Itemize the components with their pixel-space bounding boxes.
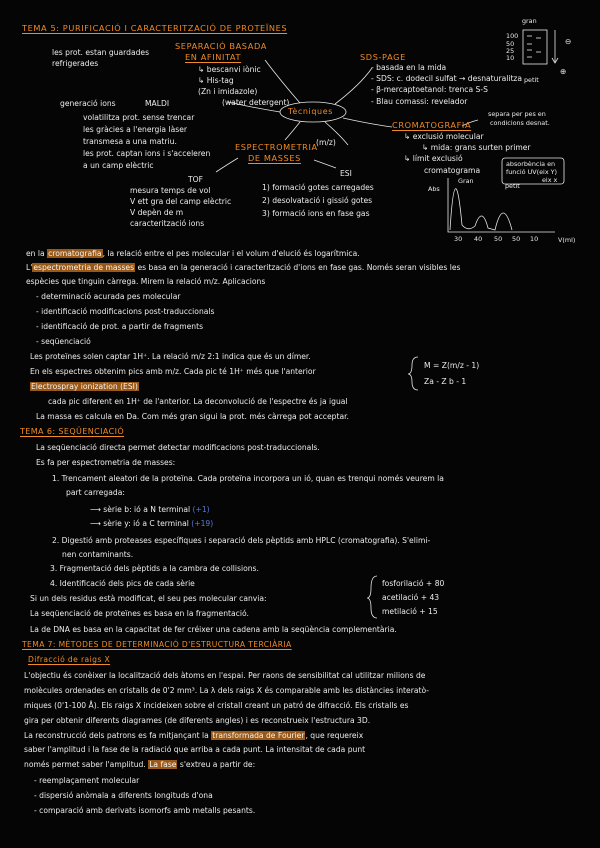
paragraph-fragmentacio: La seqüenciació de proteïnes es basa en la fragmentació. (30, 609, 249, 618)
box-note-3: eix x (542, 176, 558, 184)
paragraph-especies: espècies que tinguin càrrega. Mirem la relació m/z. Aplicacions (26, 277, 266, 286)
chromatogram-tick-3: 50 (494, 235, 503, 243)
tof-item-2: V ett gra del camp elèctric (130, 197, 232, 206)
esi-item-3: 3) formació ions en fase gas (262, 209, 370, 218)
step2-line2: nen contaminants. (62, 550, 134, 559)
espectrometria-mz: (m/z) (316, 138, 336, 147)
cromatografia-item-4: cromatograma (424, 166, 481, 175)
cromatografia-side-1: separa per pes en (488, 110, 546, 118)
paragraph-dna: La de DNA es basa en la capacitat de fer créixer una cadena amb la seqüència complementària. (30, 625, 397, 634)
step2-line1: 2. Digestió amb proteases específiques i separació dels pèptids amb HPLC (cromatografia). S'elimi- (52, 536, 431, 545)
bullet-2: - identificació modificacions post-traduccionals (36, 307, 215, 316)
tema7-bullet-1: - reemplaçament molecular (34, 776, 140, 785)
esi-highlight: Electrospray ionization (ESI) (31, 382, 138, 391)
chromatogram-petit: petit (505, 182, 520, 190)
gel-tick-4: 10 (506, 54, 515, 62)
serie-y: ⟶ sèrie y: ió a C terminal (+19) (90, 519, 214, 528)
cromatografia-item-1: ↳ exclusió molecular (404, 132, 484, 141)
esi-label: ESI (340, 169, 352, 178)
maldi-item-3: transmesa a una matriu. (83, 137, 177, 146)
box-note-1: absorbència en (506, 160, 556, 168)
bullet-4: - seqüenciació (36, 337, 91, 346)
maldi-label: MALDI (145, 99, 170, 108)
sds-item-1: - basada en la mida (371, 63, 447, 72)
gel-gran: gran (522, 17, 537, 25)
tema7-subtitle: Difracció de raigs X (28, 655, 111, 664)
sds-item-4: - Blau comassi: revelador (371, 97, 468, 106)
chromatogram-xlabel: V(ml) (558, 236, 576, 244)
tof-item-1: mesura temps de vol (130, 186, 211, 195)
chromatogram-ylabel: Abs (428, 185, 440, 193)
maldi-generacio: generació ions (60, 99, 116, 108)
gel-tick-1: 100 (506, 32, 519, 40)
espectrometria-title-1: ESPECTROMETRIA (235, 142, 318, 152)
paragraph-pics: En els espectres obtenim pics amb m/z. Cada pic té 1H⁺ més que l'anterior (30, 367, 316, 376)
gel-plus: ⊕ (560, 67, 567, 76)
tema7-line-3: miques (0'1-100 Å). Els raigs X incideixen sobre el cristall creant un patró de difracció. Els cristalls es (24, 701, 409, 710)
separacio-title-2: EN AFINITAT (185, 52, 242, 62)
mod-fosforilacio: fosforilació + 80 (382, 579, 445, 588)
separacio-item-3: (Zn i imidazole) (198, 87, 258, 96)
tof-item-4: caracterització ions (130, 219, 205, 228)
gel-minus: ⊖ (565, 37, 572, 46)
cromatografia-title: CROMATOGRAFIA (392, 120, 472, 130)
paragraph-deconvolucio: cada pic diferent en 1H⁺ de l'anterior. La deconvolució de l'espectre és ja igual (48, 397, 348, 406)
espectrometria-title-2: DE MASSES (248, 153, 301, 163)
tema7-title: TEMA 7: MÈTODES DE DETERMINACIÓ D'ESTRUCTURA TERCIÀRIA (22, 640, 292, 649)
paragraph-espectrometria: L'espectrometria de masses es basa en la generació i caracterització d'ions en fase gas. Només seran visibles les (26, 263, 461, 272)
cromatografia-item-3: ↳ límit exclusió (404, 154, 463, 163)
gel-tick-3: 25 (506, 47, 515, 55)
box-note-2: funció UV(eix Y) (506, 168, 558, 176)
chromatogram-tick-5: 10 (530, 235, 539, 243)
sds-item-3: - β-mercaptoetanol: trenca S-S (371, 85, 488, 94)
maldi-item-1: volatilitza prot. sense trencar (83, 113, 195, 122)
tof-label: TOF (188, 175, 203, 184)
paragraph-modificat: Si un dels residus està modificat, el seu pes molecular canvia: (30, 594, 267, 603)
esi-item-2: 2) desolvatació i gissió gotes (262, 196, 373, 205)
tema7-bullet-2: - dispersió anòmala a diferents longituds d'ona (34, 791, 213, 800)
mod-metilacio: metilació + 15 (382, 607, 438, 616)
formula-1: M = Z(m/z - 1) (424, 361, 480, 370)
tema7-line-4: gira per obtenir diferents diagrames (de diferents angles) i es reconstrueix l'estructura 3D. (24, 716, 371, 725)
step1-line2: part carregada: (66, 488, 125, 497)
gel-petit: petit (524, 76, 539, 84)
separacio-item-1: ↳ bescanvi iònic (198, 65, 261, 74)
separacio-item-2: ↳ His-tag (198, 76, 234, 85)
left-note-line2: refrigerades (52, 59, 99, 68)
tema6-title: TEMA 6: SEQÜENCIACIÓ (20, 427, 125, 436)
tema6-intro2: Es fa per espectrometria de masses: (36, 458, 176, 467)
mod-acetilacio: acetilació + 43 (382, 593, 440, 602)
step3: 3. Fragmentació dels pèptids a la cambra de collisions. (50, 564, 259, 573)
chromatogram-gran: Gran (458, 177, 474, 185)
tof-item-3: V depèn de m (130, 208, 184, 217)
sds-title: SDS-PAGE (360, 52, 406, 62)
maldi-item-5: a un camp elèctric (83, 161, 154, 170)
separacio-item-4: (water detergent) (222, 98, 290, 107)
separacio-title-1: SEPARACIÓ BASADA (175, 41, 267, 51)
tema7-line-2: molècules ordenades en cristalls de 0'2 mm³. La λ dels raigs X és comparable amb les distàncies interatò- (24, 686, 429, 695)
step1-line1: 1. Trencament aleatori de la proteïna. Cada proteïna incorpora un ió, quan es trenqui només veurem la (52, 474, 444, 483)
paragraph-cromatografia: en la cromatografia, la relació entre el pes molecular i el volum d'elució és logarítmica. (26, 249, 360, 258)
tema5-title: TEMA 5: PURIFICACIÓ I CARACTERITZACIÓ DE PROTEÏNES (22, 23, 288, 33)
cromatografia-item-2: ↳ mida: grans surten primer (422, 143, 531, 152)
paragraph-massa: La massa es calcula en Da. Com més gran sigui la prot. més càrrega pot acceptar. (36, 412, 349, 421)
bullet-1: - determinació acurada pes molecular (36, 292, 181, 301)
tema7-fourier: La reconstrucció dels patrons es fa mitjançant la transformada de Fourier, que requereix (24, 731, 364, 740)
tema7-fase: només permet saber l'amplitud. La fase s'extreu a partir de: (24, 760, 256, 769)
gel-tick-2: 50 (506, 40, 515, 48)
tecniques-label: Tècniques (288, 107, 334, 116)
gel-box (523, 30, 547, 64)
sds-item-2: - SDS: c. dodecil sulfat → desnaturalitza (371, 74, 523, 83)
tema7-amplitud: saber l'amplitud i la fase de la radiació que arriba a cada punt. La intensitat de cada punt (24, 745, 366, 754)
serie-b: ⟶ sèrie b: ió a N terminal (+1) (90, 505, 210, 514)
chromatogram-tick-1: 30 (454, 235, 463, 243)
formula-2: Za - Z b - 1 (424, 377, 467, 386)
bullet-3: - identificació de prot. a partir de fragments (36, 322, 204, 331)
chromatogram-tick-4: 50 (512, 235, 521, 243)
left-note-line1: les prot. estan guardades (52, 48, 150, 57)
maldi-item-4: les prot. captan ions i s'acceleren (83, 149, 211, 158)
paragraph-dimer: Les proteïnes solen captar 1H⁺. La relació m/z 2:1 indica que és un dímer. (30, 352, 311, 361)
tema7-bullet-3: - comparació amb derivats isomorfs amb metalls pesants. (34, 806, 256, 815)
chromatogram-tick-2: 40 (474, 235, 483, 243)
cromatografia-side-2: condicions desnat. (490, 119, 550, 127)
step4: 4. Identificació dels pics de cada sèrie (50, 579, 195, 588)
tema6-intro: La seqüenciació directa permet detectar modificacions post-traduccionals. (36, 443, 320, 452)
maldi-item-2: les gràcies a l'energia làser (83, 125, 187, 134)
tema7-line-1: L'objectiu és conèixer la localització dels àtoms en l'espai. Per raons de sensibilitat cal utilitzar milions de (24, 671, 426, 680)
esi-item-1: 1) formació gotes carregades (262, 183, 374, 192)
